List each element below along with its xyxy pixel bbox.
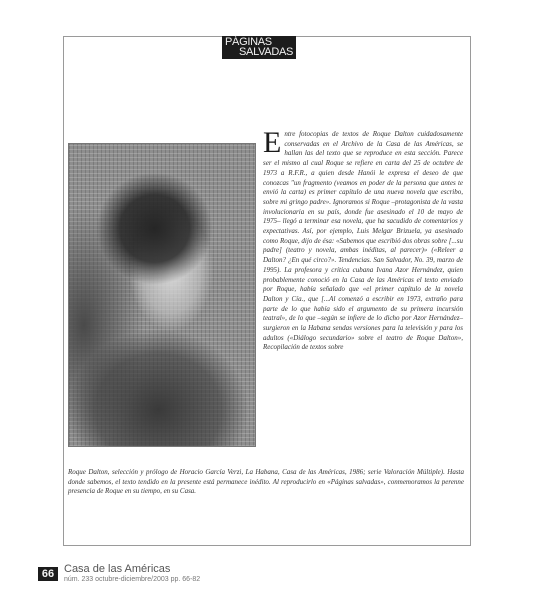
journal-name: Casa de las Américas: [64, 563, 171, 575]
section-label-line1: PÁGINAS: [225, 36, 272, 48]
portrait-photo: [68, 143, 256, 447]
issue-info: núm. 233 octubre-diciembre/2003 pp. 66-82: [64, 576, 201, 583]
article-text: ntre fotocopias de textos de Roque Dalton cuidadosamente conservadas en el Archivo de la Casa de las Américas, se hallan las del texto que se reproduce en esta sección. Parece ser el mismo al cual Roque se refiere en carta del 25 de octubre de 1973 a R.F.R., a quien desde Hanói le expresa el deseo de que conozcas "un fragmento (veamos en poder de la persona que antes te envió la carta) es primer capítulo de una nueva novela que escribo, sobre mi gringo padre». Ignoramos si Roque –protagonista de la vasta involucionaria en su país, donde fue asesinado el 10 de mayo de 1975– llegó a terminar esa novela, que ha sacudido de comentarios y expectativas. Así, por ejemplo, Luis Melgar Brizuela, ya asesinado como Roque, dijo de ésa: «Sabemos que escribió dos obras sobre [...su padre] (teatro y novela, ambas inéditas, al parecer)» («Releer a Dalton? ¿En qué circo?». Tendencias. San Salvador, No. 39, marzo de 1995). La profesora y crítica cubana Ivana Azor Hernández, quien probablemente conoció en la Casa de las Américas el texto enviado por Roque, había señalado que «el primer capítulo de la novela Dalton y Cía., que [...Al comenzó a escribir en 1973, extraño para parte de lo que había sido el argumento de su primera incursión teatral», de lo que –según se infiere de lo dicho por Azor Hernández– surgieron en la Habana sendas versiones para la televisión y para los adultos («Diálogo secundario» sobre el teatro de Roque Dalton», Recopilación de textos sobre: [263, 130, 463, 352]
article-body: [263, 126, 463, 353]
drop-cap: E: [263, 126, 282, 159]
section-label-line2: SALVADAS: [239, 46, 294, 58]
page-number: 66: [38, 567, 58, 581]
article-continuation: Roque Dalton, selección y prólogo de Horacio García Verzi, La Habana, Casa de las Américas, 1986; serie Valoración Múltiple). Hasta donde sabemos, el texto tendido en la presente está permanece inédito. Al reproducirlo en «Páginas salvadas», conmemoramos la perenne presencia de Roque en su tiempo, en su Casa.: [68, 468, 464, 496]
section-label: [222, 36, 296, 59]
